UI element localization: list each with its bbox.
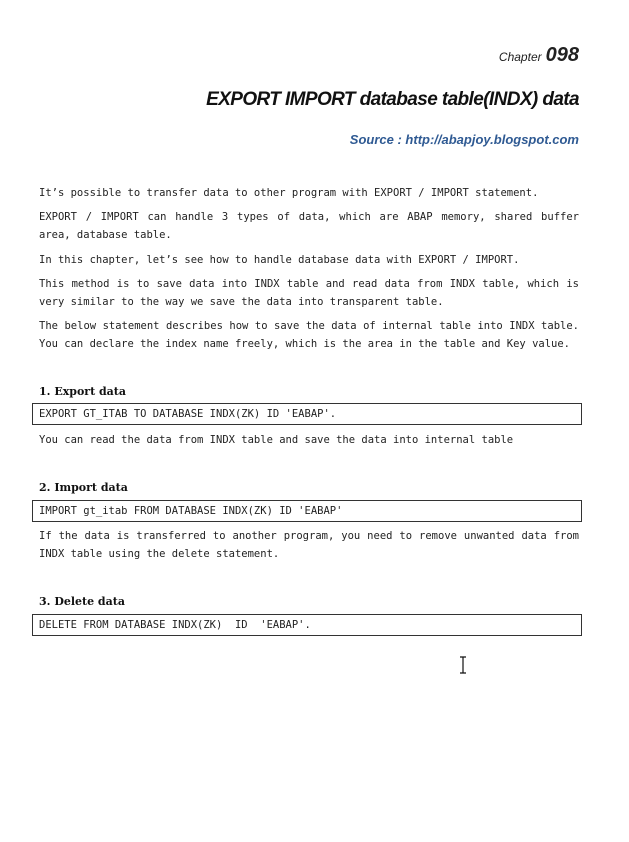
section-heading-import: 2. Import data bbox=[39, 481, 128, 494]
text-cursor-icon bbox=[458, 656, 468, 674]
code-box-export: EXPORT GT_ITAB TO DATABASE INDX(ZK) ID 'EABAP'. bbox=[32, 403, 582, 425]
code-box-import: IMPORT gt_itab FROM DATABASE INDX(ZK) ID 'EABAP' bbox=[32, 500, 582, 522]
intro-paragraph: In this chapter, let’s see how to handle database data with EXPORT / IMPORT. bbox=[39, 254, 520, 266]
code-box-delete: DELETE FROM DATABASE INDX(ZK) ID 'EABAP'. bbox=[32, 614, 582, 636]
section-heading-delete: 3. Delete data bbox=[39, 595, 125, 608]
chapter-label: Chapter bbox=[498, 50, 542, 64]
section-description: If the data is transferred to another program, you need to remove unwanted data from INDX table using the delete statement. bbox=[39, 530, 579, 560]
intro-paragraph: The below statement describes how to save the data of internal table into INDX table. You can declare the index name freely, which is the area in the table and Key value. bbox=[39, 320, 579, 350]
intro-paragraph: It’s possible to transfer data to other program with EXPORT / IMPORT statement. bbox=[39, 187, 539, 199]
section-heading-export: 1. Export data bbox=[39, 385, 127, 398]
page-title: EXPORT IMPORT database table(INDX) data bbox=[206, 89, 579, 110]
section-description: You can read the data from INDX table and save the data into internal table bbox=[39, 434, 514, 446]
source-link[interactable]: Source : http://abapjoy.blogspot.com bbox=[349, 132, 579, 147]
chapter-number: 098 bbox=[545, 44, 579, 66]
intro-paragraph: EXPORT / IMPORT can handle 3 types of data, which are ABAP memory, shared buffer area, database table. bbox=[39, 211, 579, 241]
intro-paragraph: This method is to save data into INDX table and read data from INDX table, which is very similar to the way we save the data into transparent table. bbox=[39, 278, 579, 308]
chapter-marker bbox=[499, 44, 579, 67]
